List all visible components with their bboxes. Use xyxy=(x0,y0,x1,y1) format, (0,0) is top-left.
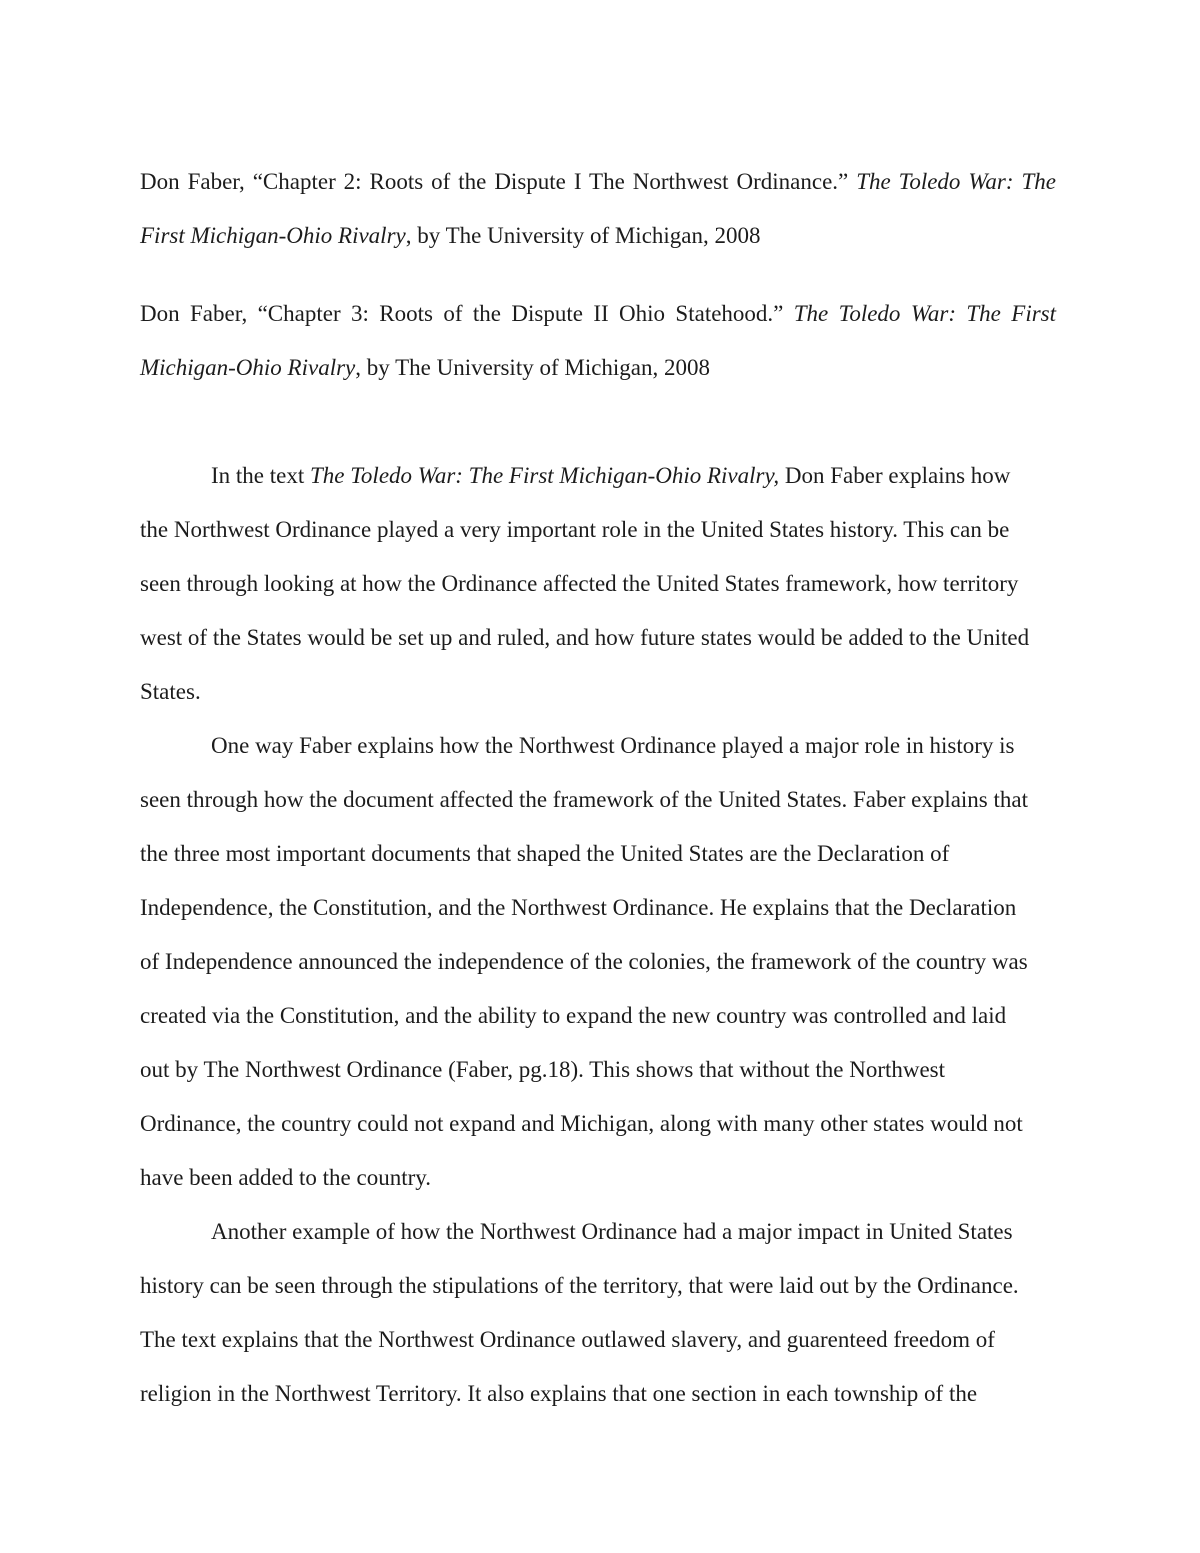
text-run: Don Faber, “Chapter 2: Roots of the Dispute I The Northwest Ordinance.” xyxy=(140,169,857,194)
text-run: seen through how the document affected the framework of the United States. Faber explains that xyxy=(140,787,1028,812)
paragraph-1 xyxy=(140,449,1056,719)
text-run: , by The University of Michigan, 2008 xyxy=(355,355,711,380)
paragraph-line xyxy=(140,665,1056,719)
text-run: Independence, the Constitution, and the Northwest Ordinance. He explains that the Declaration xyxy=(140,895,1017,920)
text-run: the Northwest Ordinance played a very important role in the United States history. This can be xyxy=(140,517,1010,542)
text-run: Ordinance, the country could not expand and Michigan, along with many other states would not xyxy=(140,1111,1023,1136)
paragraph-line xyxy=(140,1151,1056,1205)
text-run: of Independence announced the independence of the colonies, the framework of the country was xyxy=(140,949,1028,974)
text-run: religion in the Northwest Territory. It also explains that one section in each township of the xyxy=(140,1381,978,1406)
paragraph-line xyxy=(140,1313,1056,1367)
text-run: The text explains that the Northwest Ordinance outlawed slavery, and guarenteed freedom of xyxy=(140,1327,995,1352)
paragraph-line xyxy=(140,1043,1056,1097)
paragraph-line xyxy=(140,881,1056,935)
text-run: seen through looking at how the Ordinance affected the United States framework, how territory xyxy=(140,571,1019,596)
paragraph-2 xyxy=(140,719,1056,1205)
citation-1 xyxy=(140,155,1056,263)
paragraph-line xyxy=(140,827,1056,881)
paragraph-line xyxy=(140,773,1056,827)
text-run: Don Faber explains how xyxy=(779,463,1011,488)
paragraph-line xyxy=(140,503,1056,557)
citation-line xyxy=(140,209,1056,263)
body-text-section xyxy=(140,449,1056,1421)
italic-title-text: The Toledo War: The First xyxy=(793,301,1056,326)
italic-title-text: The Toledo War: The xyxy=(856,169,1056,194)
paragraph-line xyxy=(140,1205,1056,1259)
paragraph-line xyxy=(140,611,1056,665)
paragraph-line xyxy=(140,1367,1056,1421)
paragraph-line xyxy=(140,1097,1056,1151)
citation-line xyxy=(140,155,1056,209)
text-run: west of the States would be set up and ruled, and how future states would be added to the United xyxy=(140,625,1030,650)
paragraph-line xyxy=(140,1259,1056,1313)
paragraph-line xyxy=(140,449,1056,503)
text-run: One way Faber explains how the Northwest Ordinance played a major role in history is xyxy=(211,733,1015,758)
citation-line xyxy=(140,341,1056,395)
text-run: In the text xyxy=(211,463,310,488)
text-run: history can be seen through the stipulations of the territory, that were laid out by the Ordinance. xyxy=(140,1273,1019,1298)
citations-section xyxy=(140,155,1056,395)
citation-2 xyxy=(140,287,1056,395)
text-run: have been added to the country. xyxy=(140,1165,432,1190)
paragraph-line xyxy=(140,935,1056,989)
paragraph-line xyxy=(140,557,1056,611)
paragraph-3 xyxy=(140,1205,1056,1421)
italic-title-text: Michigan-Ohio Rivalry xyxy=(140,355,356,380)
italic-title-text: The Toledo War: The First Michigan-Ohio Rivalry, xyxy=(310,463,780,488)
text-run: out by The Northwest Ordinance (Faber, pg.18). This shows that without the Northwest xyxy=(140,1057,946,1082)
text-run: Another example of how the Northwest Ordinance had a major impact in United States xyxy=(211,1219,1013,1244)
text-run: Don Faber, “Chapter 3: Roots of the Dispute II Ohio Statehood.” xyxy=(140,301,794,326)
italic-title-text: First Michigan-Ohio Rivalry xyxy=(140,223,406,248)
text-run: States. xyxy=(140,679,201,704)
paragraph-line xyxy=(140,989,1056,1043)
citation-line xyxy=(140,287,1056,341)
text-run: , by The University of Michigan, 2008 xyxy=(405,223,761,248)
text-run: the three most important documents that shaped the United States are the Declaration of xyxy=(140,841,950,866)
text-run: created via the Constitution, and the ability to expand the new country was controlled and laid xyxy=(140,1003,1007,1028)
paragraph-line xyxy=(140,719,1056,773)
